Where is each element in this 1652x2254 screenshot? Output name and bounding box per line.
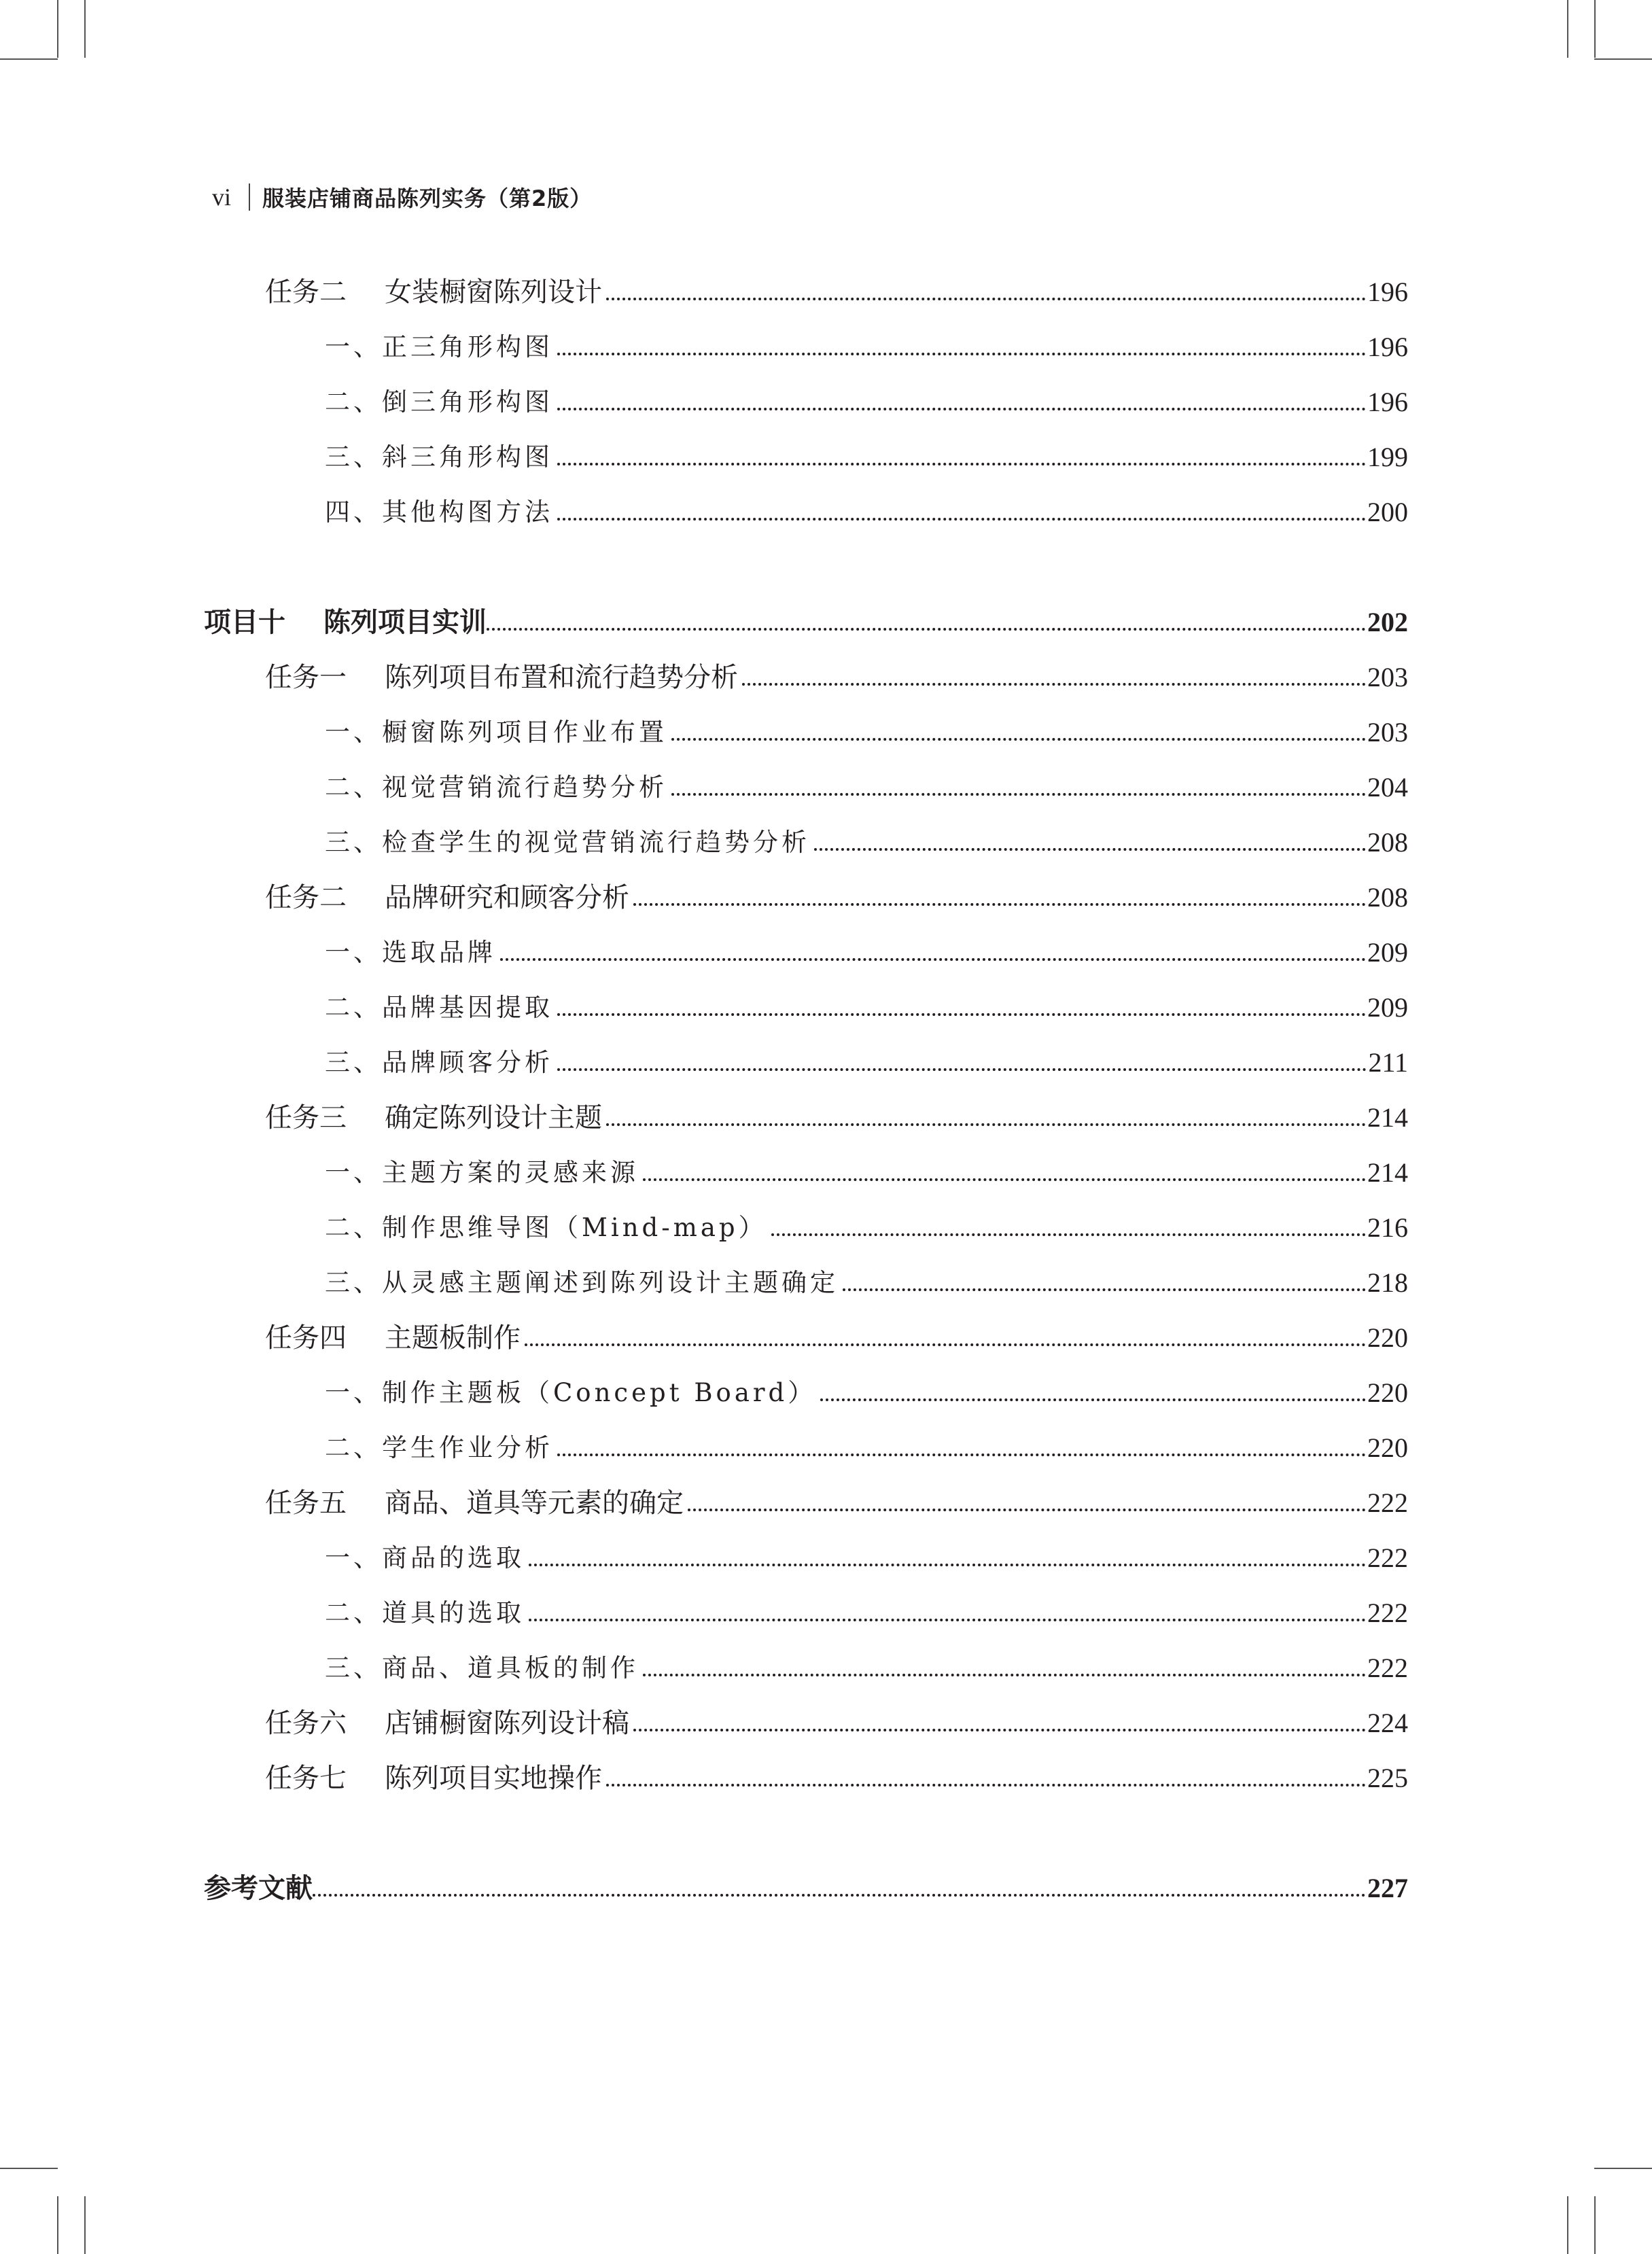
toc-title: 品牌研究和顾客分析 — [385, 882, 629, 913]
toc-label — [265, 660, 738, 695]
toc-label — [325, 1045, 553, 1080]
toc-leader-dots — [606, 1761, 1366, 1796]
toc-page-number: 208 — [1367, 827, 1408, 858]
toc-leader-dots — [814, 825, 1366, 860]
toc-title: 四、其他构图方法 — [325, 497, 553, 527]
toc-leader-dots — [606, 275, 1366, 310]
toc-label — [325, 495, 553, 530]
toc-leader-dots — [771, 1210, 1366, 1246]
toc-title: 二、品牌基因提取 — [325, 993, 553, 1022]
toc-leader-dots — [843, 1265, 1366, 1301]
toc-title: 二、视觉营销流行趋势分析 — [325, 773, 667, 802]
toc-number: 任务六 — [265, 1708, 347, 1739]
toc-title: 参考文献 — [204, 1873, 313, 1904]
toc-entry-section[interactable] — [325, 1430, 1408, 1466]
toc-leader-dots — [529, 1596, 1366, 1631]
toc-leader-dots — [500, 935, 1366, 970]
toc-page-number: 220 — [1367, 1377, 1408, 1408]
toc-entry-task[interactable] — [265, 1706, 1408, 1741]
toc-entry-section[interactable] — [325, 1210, 1408, 1246]
toc-label — [325, 1651, 639, 1686]
toc-entry-section[interactable] — [325, 1155, 1408, 1191]
toc-leader-dots — [671, 715, 1366, 750]
toc-label — [325, 1265, 839, 1301]
toc-entry-task[interactable] — [265, 660, 1408, 695]
toc-title: 女装橱窗陈列设计 — [385, 277, 602, 308]
toc-label — [325, 1210, 767, 1246]
toc-page-number: 220 — [1367, 1322, 1408, 1353]
toc-label — [325, 330, 553, 365]
toc-entry-section[interactable] — [325, 1375, 1408, 1411]
toc-title: 确定陈列设计主题 — [385, 1102, 602, 1133]
toc-label — [325, 440, 553, 475]
toc-title: 三、检查学生的视觉营销流行趋势分析 — [325, 828, 810, 857]
toc-entry-task[interactable] — [265, 1100, 1408, 1135]
toc-entry-section[interactable] — [325, 330, 1408, 365]
toc-number: 任务二 — [265, 277, 347, 308]
toc-leader-dots — [557, 1045, 1367, 1080]
toc-title: 二、制作思维导图（Mind-map） — [325, 1213, 767, 1242]
toc-label — [265, 1485, 684, 1521]
toc-page-number: 211 — [1368, 1047, 1408, 1078]
toc-title: 一、橱窗陈列项目作业布置 — [325, 718, 667, 747]
toc-page-number: 222 — [1367, 1543, 1408, 1573]
toc-page-number: 196 — [1367, 332, 1408, 362]
toc-title: 一、制作主题板（Concept Board） — [325, 1378, 817, 1407]
toc-title: 陈列项目实地操作 — [385, 1763, 602, 1794]
toc-title: 陈列项目布置和流行趋势分析 — [385, 662, 738, 693]
toc-page-number: 214 — [1367, 1102, 1408, 1133]
toc-page-number: 199 — [1367, 442, 1408, 472]
toc-title: 二、倒三角形构图 — [325, 387, 553, 417]
toc-label — [325, 990, 553, 1025]
toc-entry-project[interactable] — [204, 1871, 1408, 1906]
toc-leader-dots — [557, 1430, 1366, 1466]
toc-leader-dots — [557, 330, 1366, 365]
toc-title: 一、商品的选取 — [325, 1543, 525, 1572]
toc-label — [325, 1375, 816, 1411]
toc-entry-section[interactable] — [325, 770, 1408, 805]
toc-label — [204, 605, 487, 640]
toc-page-number: 203 — [1367, 662, 1408, 692]
toc-label — [325, 385, 553, 420]
toc-page-number: 204 — [1367, 772, 1408, 803]
toc-number: 任务四 — [265, 1322, 347, 1354]
toc-page-number: 225 — [1367, 1763, 1408, 1793]
toc-leader-dots — [633, 880, 1366, 915]
toc-page-number: 208 — [1367, 882, 1408, 913]
toc-title: 陈列项目实训 — [323, 607, 487, 638]
toc-leader-dots — [606, 1100, 1366, 1135]
toc-title: 一、正三角形构图 — [325, 332, 553, 362]
toc-page-number: 222 — [1367, 1487, 1408, 1518]
toc-entry-section[interactable] — [325, 1540, 1408, 1576]
toc-title: 三、从灵感主题阐述到陈列设计主题确定 — [325, 1268, 839, 1297]
toc-label — [325, 935, 496, 970]
toc-page-number: 214 — [1367, 1157, 1408, 1188]
toc-entry-section[interactable] — [325, 935, 1408, 970]
toc-page-number: 200 — [1367, 497, 1408, 527]
toc-title: 店铺橱窗陈列设计稿 — [385, 1708, 629, 1739]
toc-number: 任务三 — [265, 1102, 347, 1133]
toc-label — [265, 1100, 602, 1135]
toc-page-number: 220 — [1367, 1432, 1408, 1463]
toc-entry-section[interactable] — [325, 1596, 1408, 1631]
toc-page-number: 196 — [1367, 277, 1408, 307]
toc-leader-dots — [557, 990, 1366, 1025]
toc-leader-dots — [525, 1320, 1366, 1356]
toc-title: 一、主题方案的灵感来源 — [325, 1158, 639, 1187]
toc-entry-section[interactable] — [325, 990, 1408, 1025]
toc-leader-dots — [643, 1651, 1366, 1686]
toc-leader-dots — [643, 1155, 1366, 1191]
toc-leader-dots — [671, 770, 1366, 805]
toc-page-number: 209 — [1367, 937, 1408, 968]
toc-leader-dots — [557, 440, 1366, 475]
toc-entry-section[interactable] — [325, 715, 1408, 750]
toc-title: 三、品牌顾客分析 — [325, 1048, 553, 1077]
toc-title: 商品、道具等元素的确定 — [385, 1487, 684, 1519]
toc-number: 任务二 — [265, 882, 347, 913]
toc-page-number: 216 — [1367, 1212, 1408, 1243]
toc-entry-section[interactable] — [325, 825, 1408, 860]
toc-leader-dots — [557, 385, 1366, 420]
toc-title: 主题板制作 — [385, 1322, 521, 1354]
toc-page-number: 196 — [1367, 387, 1408, 417]
toc-label — [325, 770, 667, 805]
toc-label — [265, 275, 602, 310]
toc-leader-dots — [313, 1871, 1366, 1906]
toc-entry-task[interactable] — [265, 1320, 1408, 1356]
toc-label — [265, 1320, 521, 1356]
toc-entry-section[interactable] — [325, 495, 1408, 530]
toc-page-number: 222 — [1367, 1598, 1408, 1628]
toc-entry-section[interactable] — [325, 1045, 1408, 1080]
toc-label — [265, 1706, 629, 1741]
toc-leader-dots — [487, 605, 1366, 640]
toc-entry-section[interactable] — [325, 1265, 1408, 1301]
toc-title: 二、学生作业分析 — [325, 1433, 553, 1462]
toc-label — [204, 1871, 313, 1906]
toc-leader-dots — [557, 495, 1366, 530]
book-title: 服装店铺商品陈列实务（第2版） — [262, 186, 593, 211]
toc-title: 三、商品、道具板的制作 — [325, 1653, 639, 1683]
toc-label — [265, 880, 629, 915]
toc-label — [325, 1540, 525, 1576]
toc-entry-section[interactable] — [325, 1651, 1408, 1686]
toc-page-number: 224 — [1367, 1708, 1408, 1738]
toc-page-number: 209 — [1367, 992, 1408, 1023]
toc-page-number: 218 — [1367, 1267, 1408, 1298]
toc-number: 项目十 — [204, 607, 285, 638]
toc-entry-task[interactable] — [265, 1485, 1408, 1521]
toc-label — [325, 1155, 639, 1191]
toc-entry-section[interactable] — [325, 440, 1408, 475]
toc-page-number: 222 — [1367, 1653, 1408, 1683]
toc-label — [325, 715, 667, 750]
toc-label — [325, 825, 810, 860]
toc-number: 任务五 — [265, 1487, 347, 1519]
toc-entry-task[interactable] — [265, 275, 1408, 310]
toc-title: 一、选取品牌 — [325, 938, 496, 967]
toc-leader-dots — [633, 1706, 1366, 1741]
toc-label — [325, 1430, 553, 1466]
toc-page-number: 202 — [1367, 607, 1408, 637]
toc-title: 三、斜三角形构图 — [325, 442, 553, 472]
toc-page-number: 203 — [1367, 717, 1408, 747]
toc-title: 二、道具的选取 — [325, 1598, 525, 1627]
toc-entry-section[interactable] — [325, 385, 1408, 420]
toc-leader-dots — [688, 1485, 1366, 1521]
toc-leader-dots — [820, 1375, 1366, 1411]
toc-entry-task[interactable] — [265, 880, 1408, 915]
toc-entry-task[interactable] — [265, 1761, 1408, 1796]
toc-leader-dots — [529, 1540, 1366, 1576]
toc-label — [325, 1596, 525, 1631]
toc-entry-project[interactable] — [204, 605, 1408, 640]
toc-label — [265, 1761, 602, 1796]
toc-number: 任务一 — [265, 662, 347, 693]
toc-number: 任务七 — [265, 1763, 347, 1794]
toc-leader-dots — [742, 660, 1366, 695]
toc-page-number: 227 — [1367, 1873, 1408, 1903]
page-number: vi — [212, 183, 232, 211]
